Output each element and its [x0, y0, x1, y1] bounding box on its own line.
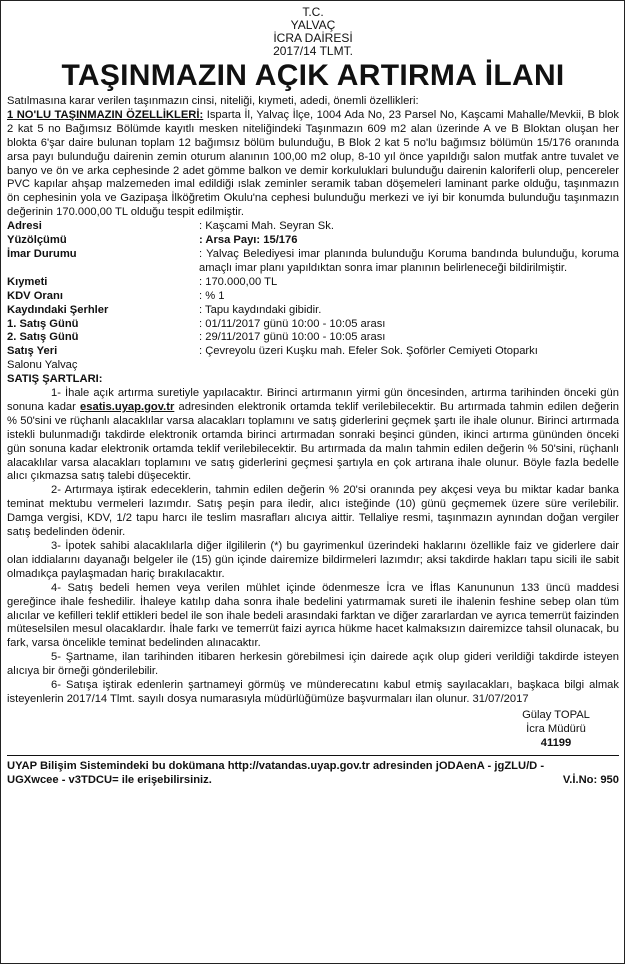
detail-value: : Kaşcami Mah. Seyran Sk. — [199, 220, 334, 233]
esatis-link[interactable]: esatis.uyap.gov.tr — [80, 400, 175, 413]
header-line-tc: T.C. — [302, 5, 324, 19]
signature-block — [7, 709, 619, 751]
property-description-text: Isparta İl, Yalvaç İlçe, 1004 Ada No, 23 Parsel No, Kaşcami Mahalle/Mevkii, B blok 2 kat 5 no Bağımsız Bölümde kayıtlı mesken niteliğindeki Taşınmazın 609 m2 alan üzerinde A ve B Bloktan oluşan her blokta 6'şar daire bulunan toplam 12 bağımsız bölüm bulunduğu, B Blok 2 kat 5 no'lu bağımsız bölümün 15/176 oranında arsa payı bulunduğu dairenin zemin oturum alanının 100,00 m2 olup, 8-10 yıl önce yapıldığı salon mutfak antre tuvalet ve banyo ve ön ve arka cephesinde 2 adet gömme balkon ve demir korkuluklari bulunduğu dairenin kaloriferli olup, pencereler PVC kapılar ahşap malzemeden imal edildiği ıslak zeminler seramik taban döşemeleri laminant parke olduğu, taşınmazın ön cephesinin yola ve Gazipaşa İlköğretim Okulu'na cephesi bulunduğu merkezi ve iyi bir konumda bulunduğu taşınmazın değerinin 170.000,00 TL olduğu tespit edilmiştir. — [7, 108, 620, 219]
condition-2: 2- Artırmaya iştirak edeceklerin, tahmin edilen değerin % 20'si oranında pey akçesi veya bu miktar kadar banka teminat mektubu vermeleri lazımdır. Satış peşin para iledir, alıcı isteğinde (10) günü geçmemek üzere süre verilebilir. Damga vergisi, KDV, 1/2 tapu harcı ile teslim masrafları alıcıya aittir. Tellaliye resmi, taşınmazın aynından doğan vergiler satış bedelinden ödenir. — [7, 484, 619, 539]
property-heading: 1 NO'LU TAŞINMAZIN ÖZELLİKLERİ: — [7, 108, 204, 121]
detail-key: KDV Oranı — [7, 289, 63, 302]
signatory-number: 41199 — [540, 736, 572, 749]
detail-key: İmar Durumu — [7, 247, 77, 260]
condition-5: 5- Şartname, ilan tarihinden itibaren herkesin görebilmesi için dairede açık olup gideri verildiği takdirde isteyen alıcıya bir örneği gönderilebilir. — [7, 651, 619, 678]
condition-1-text-b: adresinden elektronik ortamda teklif verilebilecektir. Bu artırmada tahmin edilen değerin % 50'sini ve rüçhanlı alacaklılar varsa alacakları toplamını ve satış giderlerini geçmek şartı ile ihale olunur. Birinci artırmada istekli bulunmadığı takdirde elektronik ortamda birinci artırmadan sonraki beşinci günden, ikinci artırma gününden önceki gün sonuna kadar elektronik ortamda teklif verilebilecektir. Bu artırmada da malın tahmin edilen değerin % 50'sini, rüçhanlı alacaklılar varsa alacakları toplamını ve satış giderlerini geçmesi şartıyla en çok artırana ihale olunur. Böyle fazla bedelle alıcı çıkmazsa satış talebi düşecektir. — [7, 400, 619, 483]
detail-value: : 29/11/2017 günü 10:00 - 10:05 arası — [199, 331, 386, 344]
detail-key: Kıymeti — [7, 275, 48, 288]
detail-row-sale-day-2 — [7, 331, 619, 345]
detail-row-area — [7, 234, 619, 248]
detail-value: : 01/11/2017 günü 10:00 - 10:05 arası — [199, 317, 386, 330]
notice-body — [7, 95, 619, 707]
header-line-office: İCRA DAİRESİ — [273, 31, 353, 45]
footer-divider — [7, 755, 619, 756]
footer-row-2 — [7, 773, 619, 787]
detail-value: : Yalvaç Belediyesi imar planında bulunduğu Koruma bandında bulunduğu, koruma amaçlı imar planı yapıldıktan sonra imar planının belirleneceği bildirilmiştir. — [199, 247, 619, 274]
detail-row-value — [7, 276, 619, 290]
condition-3: 3- İpotek sahibi alacaklılarla diğer ilgililerin (*) bu gayrimenkul üzerindeki haklarını özellikle faiz ve giderlere dair olan iddialarını dayanağı belgeler ile (15) gün içinde dairemize bildirmeleri lazımdır; aksi takdirde hakları tapu sicili ile sabit olmadıkça paylaşmadan hariç bırakılacaktır. — [7, 540, 619, 580]
detail-row-sale-day-1 — [7, 318, 619, 332]
conditions-heading: SATIŞ ŞARTLARI: — [7, 373, 103, 386]
detail-value: : Tapu kaydındaki gibidir. — [199, 303, 322, 316]
property-description — [7, 109, 619, 220]
footer-line-2: UGXwcee - v3TDCU= ile erişebilirsiniz. — [7, 773, 212, 786]
condition-1-text-a: 1- İhale açık artırma suretiyle yapılacaktır. Birinci artırmanın yirmi gün öncesinden, artırma tarihinden önceki gün sonuna kadar — [7, 387, 619, 413]
footer — [7, 759, 619, 787]
detail-row-vat — [7, 290, 619, 304]
footer-reference: V.İ.No: 950 — [562, 773, 619, 786]
notice-page — [7, 6, 619, 787]
condition-4: 4- Satış bedeli hemen veya verilen mühlet içinde ödenmesze İcra ve İflas Kanununun 133 üncü maddesi gereğince ihale feshedilir. İhaleye katılıp daha sonra ihale bedelini yatırmamak sureti ile ihalenin feshine sebep olan tüm alıcılar ve kefilleri teklif ettikleri bedel ile son ihale bedeli arasındaki farktan ve diğer zararlardan ve ayrıca temerrüt faizinden müteselsilen mesul olacaklardır. İhale farkı ve temerrüt faizi ayrıca hükme hacet kalmaksızın dairemizce tahsil olunacak, bu fark, varsa öncelikle teminat bedelinden alınacaktır. — [7, 581, 619, 650]
signatory-name: Gülay TOPAL — [522, 708, 590, 721]
footer-line-1: UYAP Bilişim Sistemindeki bu dokümana http://vatandas.uyap.gov.tr adresinden jODAenA - jgZLU/D - — [7, 759, 545, 772]
detail-value: : Çevreyolu üzeri Kuşku mah. Efeler Sok. Şoförler Cemiyeti Otoparkı — [199, 345, 538, 358]
detail-value: : Arsa Payı: 15/176 — [199, 234, 298, 247]
detail-value: : % 1 — [199, 289, 225, 302]
header-line-city: YALVAÇ — [290, 18, 336, 32]
detail-key: Yüzölçümü — [7, 234, 67, 247]
intro-text: Satılmasına karar verilen taşınmazın cinsi, niteliği, kıymeti, adedi, önemli özellikleri: — [7, 95, 419, 107]
detail-key: 1. Satış Günü — [7, 317, 79, 330]
condition-1 — [7, 387, 619, 484]
detail-row-sale-place — [7, 345, 619, 359]
detail-row-annotations — [7, 304, 619, 318]
detail-row-address — [7, 220, 619, 234]
detail-row-zoning — [7, 248, 619, 276]
signatory-role: İcra Müdürü — [526, 722, 586, 735]
notice-title: TAŞINMAZIN AÇIK ARTIRMA İLANI — [61, 59, 565, 92]
sale-place-continued: Salonu Yalvaç — [7, 359, 78, 372]
detail-key: 2. Satış Günü — [7, 331, 79, 344]
detail-key: Satış Yeri — [7, 345, 58, 358]
detail-key: Adresi — [7, 220, 42, 233]
detail-key: Kaydındaki Şerhler — [7, 303, 109, 316]
detail-value: : 170.000,00 TL — [199, 275, 278, 288]
condition-6: 6- Satışa iştirak edenlerin şartnameyi görmüş ve münderecatını kabul etmiş sayılacakları, başkaca bilgi almak isteyenlerin 2017/14 Tlmt. sayılı dosya numarasıyla müdürlüğümüze başvurmaları ilan olunur. 31/07/2017 — [7, 679, 619, 705]
header-line-file-number: 2017/14 TLMT. — [273, 44, 353, 58]
